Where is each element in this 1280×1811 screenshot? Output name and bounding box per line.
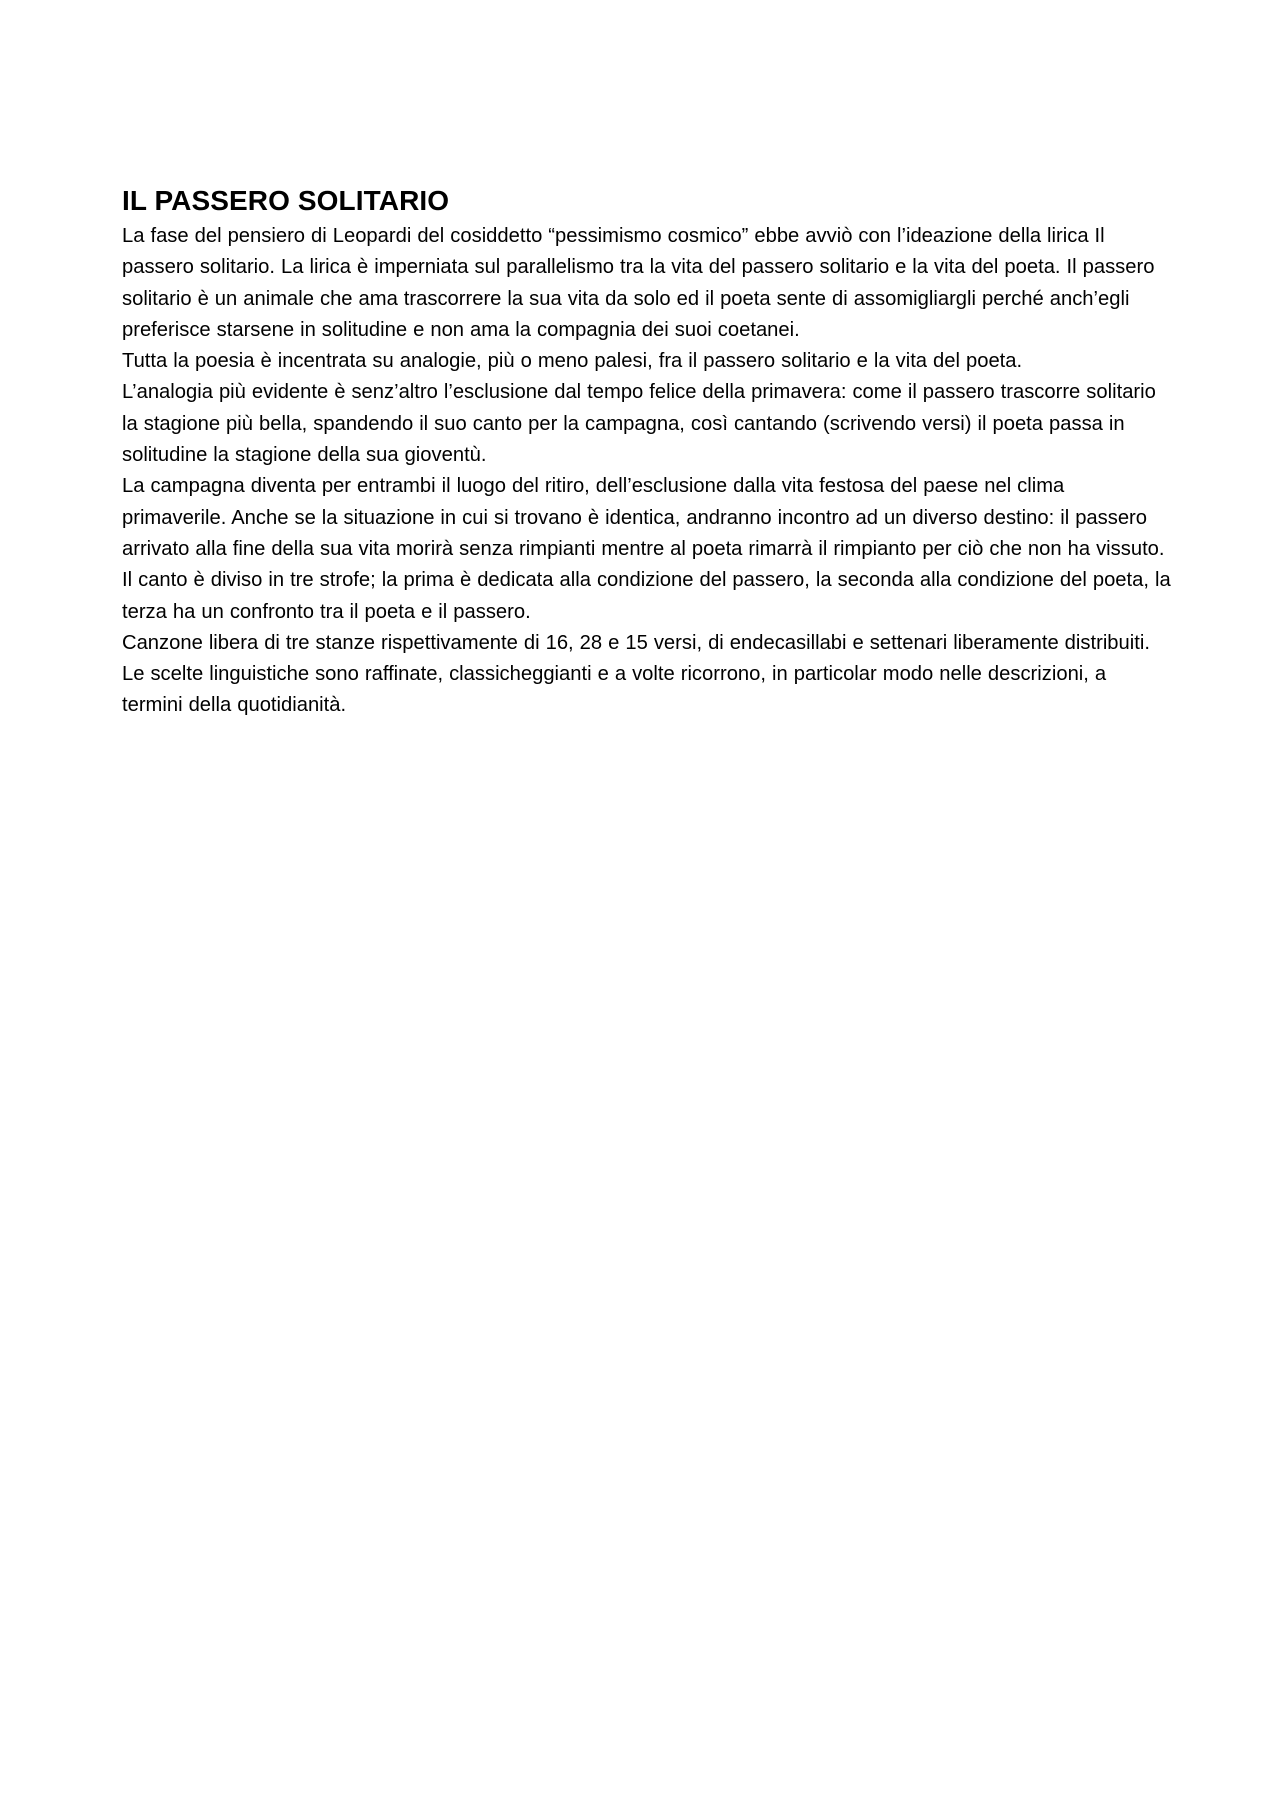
paragraph-analogies: Tutta la poesia è incentrata su analogie, più o meno palesi, fra il passero solitario e la vita del poeta. — [122, 350, 1023, 373]
paragraph-metrics: Canzone libera di tre stanze rispettivamente di 16, 28 e 15 versi, di endecasillabi e settenari liberamente distribuiti. Le scelte linguistiche sono raffinate, classicheggianti e a volte ricorrono, in particolar modo nelle descrizioni, a termini della quotidianità. — [122, 631, 1150, 717]
paragraph-countryside: La campagna diventa per entrambi il luogo del ritiro, dell’esclusione dalla vita festosa del paese nel clima primaverile. Anche se la situazione in cui si trovano è identica, andranno incontro ad un diverso destino: il passero arrivato alla fine della sua vita morirà senza rimpianti mentre al poeta rimarrà il rimpianto per ciò che non ha vissuto. — [122, 475, 1165, 560]
paragraph-spring-analogy: L’analogia più evidente è senz’altro l’esclusione dal tempo felice della primavera: come il passero trascorre solitario la stagione più bella, spandendo il suo canto per la campagna, così cantando (scrivendo versi) il poeta passa in solitudine la stagione della sua gioventù. — [122, 381, 1156, 467]
document-body — [122, 183, 1172, 722]
document-title: IL PASSERO SOLITARIO — [122, 185, 450, 216]
paragraph-structure: Il canto è diviso in tre strofe; la prima è dedicata alla condizione del passero, la seconda alla condizione del poeta, la terza ha un confronto tra il poeta e il passero. — [122, 569, 1171, 623]
paragraph-intro: La fase del pensiero di Leopardi del cosiddetto “pessimismo cosmico” ebbe avviò con l’ideazione della lirica Il passero solitario. La lirica è imperniata sul parallelismo tra la vita del passero solitario e la vita del poeta. Il passero solitario è un animale che ama trascorrere la sua vita da solo ed il poeta sente di assomigliargli perché anch’egli preferisce starsene in solitudine e non ama la compagnia dei suoi coetanei. — [122, 225, 1155, 341]
